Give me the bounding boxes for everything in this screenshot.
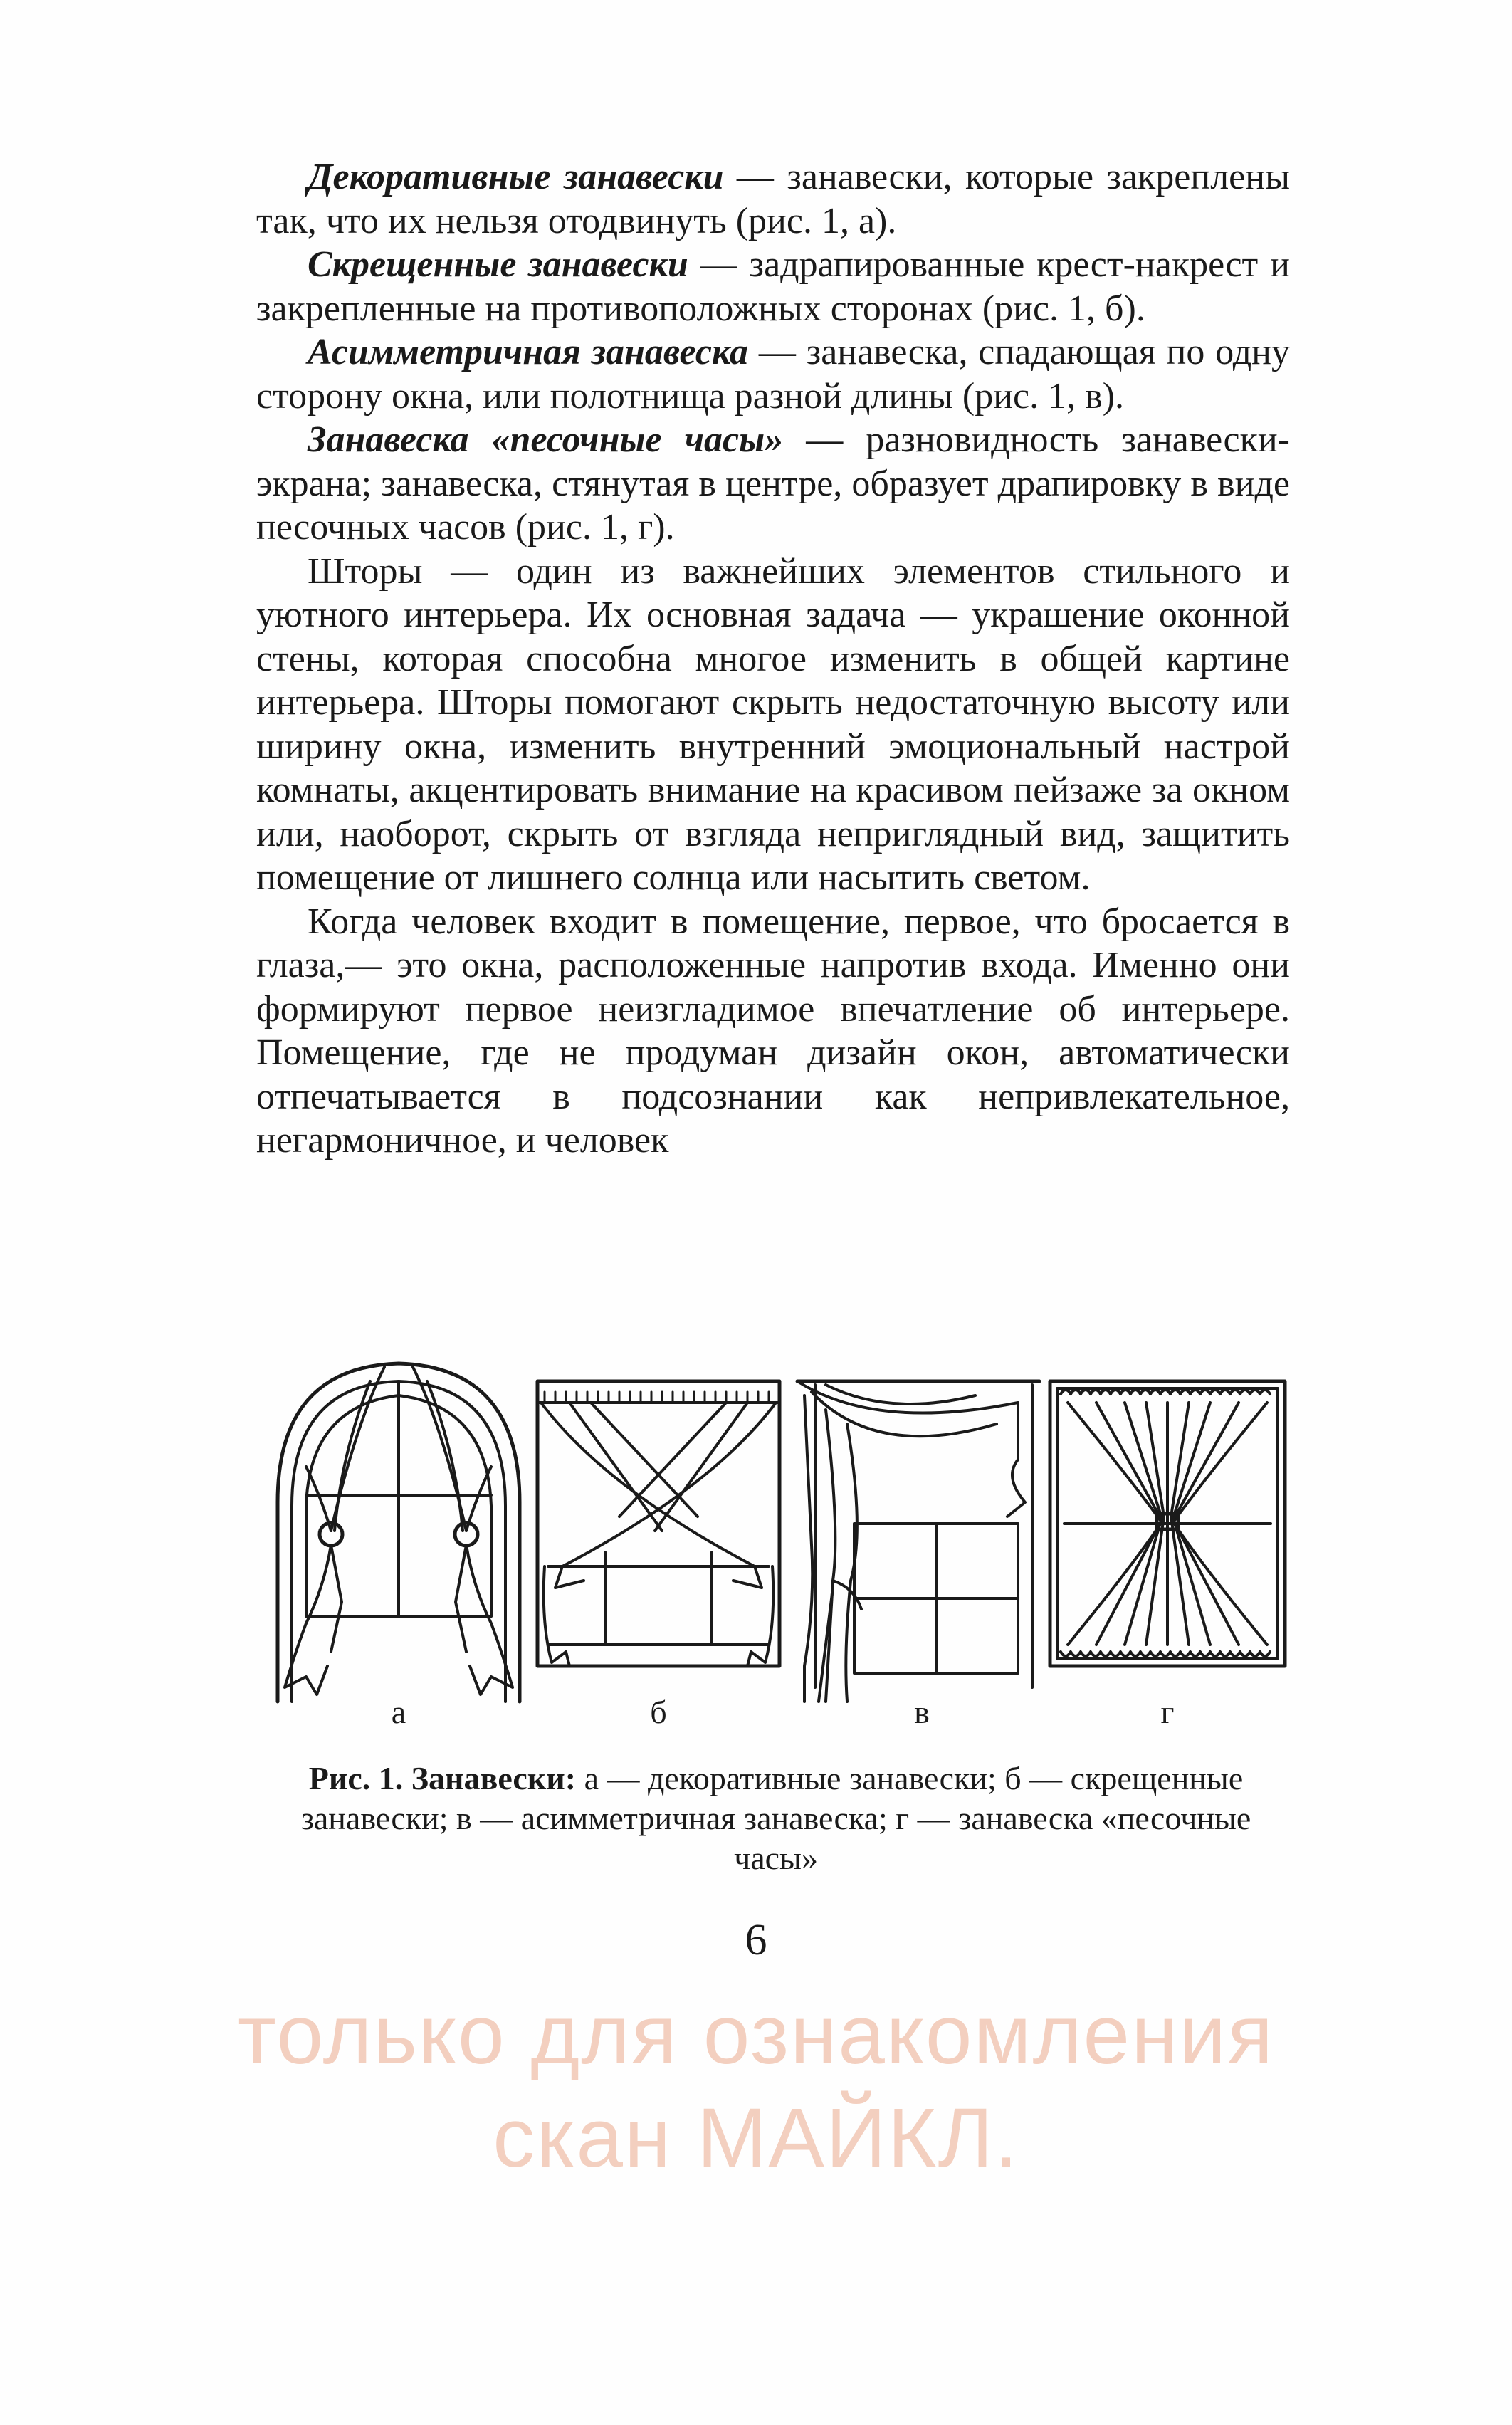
figure-caption	[256, 1759, 1296, 1878]
paragraph-curtains	[256, 550, 1290, 900]
paragraph-decorative	[256, 155, 1290, 243]
definition: — занавеска, спадающая по одну сторону окна, или полотнища разной длины (рис. 1, в).	[256, 332, 1290, 417]
paragraph-windows	[256, 900, 1290, 1163]
caption-label: Рис. 1. Занавески:	[308, 1760, 577, 1796]
definition: — разновидность занавески-экрана; занавеска, стянутая в центре, образует драпировку в виде песочных часов (рис. 1, г).	[256, 419, 1290, 548]
term: Скрещенные занавески	[308, 244, 688, 285]
curtain-illustration-g	[1050, 1381, 1285, 1730]
definition: — занавески, которые закреплены так, что их нельзя отодвинуть (рис. 1, а).	[256, 157, 1291, 241]
watermark-line-2: скан МАЙКЛ.	[493, 2091, 1019, 2185]
curtain-illustration-b	[537, 1381, 779, 1730]
paragraph-hourglass	[256, 418, 1290, 550]
page-number: 6	[745, 1916, 767, 1964]
panel-letter-a: а	[391, 1694, 406, 1730]
caption-text: а — декоративные занавески; б — скрещенные занавески; в — асимметричная занавеска; г — занавеска «песочные часы»	[300, 1760, 1251, 1876]
watermark-line-1: только для ознакомления	[237, 1988, 1275, 2082]
definition: — задрапированные крест-накрест и закрепленные на противоположных сторонах (рис. 1, б).	[256, 244, 1290, 329]
panel-letter-v: в	[914, 1694, 930, 1730]
paragraph-text: Когда человек входит в помещение, первое, что бросается в глаза,— это окна, расположенные напротив входа. Именно они формируют первое неизгладимое впечатление об интерьере. Помещение, где не продуман дизайн окон, автоматически отпечатывается в подсознании как непривлекательное, негармоничное, и человек	[256, 901, 1290, 1161]
term: Асимметричная занавеска	[308, 332, 748, 372]
term: Декоративные занавески	[308, 157, 724, 197]
paragraph-asymmetric	[256, 330, 1290, 418]
curtains-figure	[263, 1353, 1296, 1737]
paragraph-crossed	[256, 243, 1290, 330]
curtain-illustration-v	[797, 1381, 1039, 1730]
body-text	[256, 155, 1290, 1163]
panel-letter-b: б	[650, 1694, 667, 1730]
panel-letter-g: г	[1160, 1694, 1175, 1730]
term: Занавеска «песочные часы»	[308, 419, 784, 460]
curtain-illustration-a	[278, 1363, 520, 1730]
paragraph-text: Шторы — один из важнейших элементов стильного и уютного интерьера. Их основная задача — украшение оконной стены, которая способна многое изменить в общей картине интерьера. Шторы помогают скрыть недостаточную высоту или ширину окна, изменить внутренний эмоциональный настрой комнаты, акцентировать внимание на красивом пейзаже за окном или, наоборот, скрыть от взгляда неприглядный вид, защитить помещение от лишнего солнца или насытить светом.	[256, 550, 1290, 898]
